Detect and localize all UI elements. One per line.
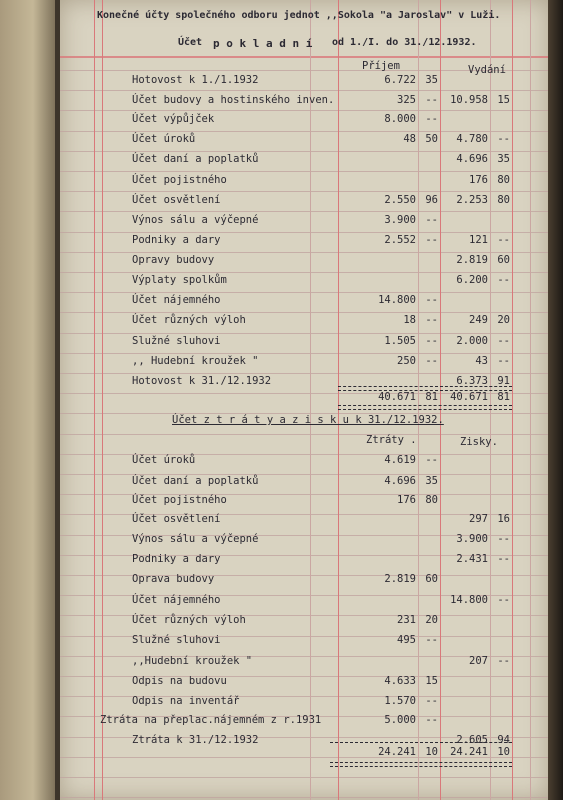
cash-row-income: 2.550 xyxy=(384,194,416,206)
column-rule xyxy=(102,0,103,800)
pl-row-gain-h: -- xyxy=(497,553,510,565)
ruled-line xyxy=(60,353,550,354)
cash-row-label: Služné sluhovi xyxy=(132,335,221,347)
ruled-line xyxy=(60,312,550,313)
col-gain-header: Zisky. xyxy=(460,436,498,448)
cash-row-expense-h: -- xyxy=(497,274,510,286)
col-expense-header: Vydání xyxy=(468,64,506,76)
pl-row-label: Výnos sálu a výčepné xyxy=(132,533,259,545)
cash-row-expense-h: 80 xyxy=(497,174,510,186)
header-account-name: p o k l a d n í xyxy=(213,37,313,50)
pl-row-loss: 4.633 xyxy=(384,675,416,687)
pl-row-label: Ztráta na přeplac.nájemném z r.1931 xyxy=(100,714,322,726)
cash-row-expense: 2.819 xyxy=(456,254,488,266)
ruled-line xyxy=(60,292,550,293)
cash-row-label: Účet úroků xyxy=(132,133,196,145)
cash-row-income-h: -- xyxy=(425,94,438,106)
cash-total-expense: 40.671 xyxy=(450,391,488,403)
pl-account-title: Účet z t r á t y a z i s k u k 31./12.1932. xyxy=(172,414,444,426)
pl-row-loss-h: -- xyxy=(425,454,438,466)
ruled-line xyxy=(60,131,550,132)
header-account-word: Účet xyxy=(178,37,203,48)
column-rule xyxy=(310,0,311,800)
cash-row-expense-h: -- xyxy=(497,133,510,145)
cash-row-expense: 121 xyxy=(469,234,488,246)
pl-row-label: Účet pojistného xyxy=(132,494,227,506)
pl-row-loss-h: -- xyxy=(425,634,438,646)
pl-total-loss-h: 10 xyxy=(425,746,438,758)
ruled-line xyxy=(60,797,550,798)
ledger-page xyxy=(60,0,550,800)
cash-row-income: 3.900 xyxy=(384,214,416,226)
pl-row-label: Účet různých výloh xyxy=(132,614,246,626)
cash-row-income: 8.000 xyxy=(384,113,416,125)
ruled-line xyxy=(60,333,550,334)
pl-total-rule xyxy=(330,762,512,767)
pl-total-gain-h: 10 xyxy=(497,746,510,758)
cash-row-label: Opravy budovy xyxy=(132,254,215,266)
cash-row-expense: 4.696 xyxy=(456,153,488,165)
cash-row-label: Účet nájemného xyxy=(132,294,221,306)
cash-row-income-h: -- xyxy=(425,355,438,367)
pl-total-gain: 24.241 xyxy=(450,746,488,758)
pl-row-gain-h: -- xyxy=(497,533,510,545)
cash-row-expense-h: 20 xyxy=(497,314,510,326)
cash-row-expense: 2.253 xyxy=(456,194,488,206)
pl-row-gain-h: -- xyxy=(497,594,510,606)
cash-row-expense: 249 xyxy=(469,314,488,326)
pl-row-label: Odpis na inventář xyxy=(132,695,240,707)
ruled-line xyxy=(60,777,550,778)
column-rule xyxy=(512,0,513,800)
cash-row-income-h: -- xyxy=(425,234,438,246)
pl-row-loss: 231 xyxy=(397,614,416,626)
pl-row-loss-h: 20 xyxy=(425,614,438,626)
cash-total-rule xyxy=(338,405,512,410)
pl-row-label: Účet nájemného xyxy=(132,594,221,606)
ruled-line xyxy=(60,151,550,152)
pl-row-gain: 207 xyxy=(469,655,488,667)
pl-row-gain: 3.900 xyxy=(456,533,488,545)
pl-row-loss: 4.696 xyxy=(384,475,416,487)
cash-row-expense-h: -- xyxy=(497,355,510,367)
cash-row-expense: 10.958 xyxy=(450,94,488,106)
pl-row-loss-h: 15 xyxy=(425,675,438,687)
col-loss-header: Ztráty . xyxy=(366,434,417,446)
pl-row-gain: 297 xyxy=(469,513,488,525)
cash-row-income: 48 xyxy=(403,133,416,145)
pl-row-label: Oprava budovy xyxy=(132,573,215,585)
pl-row-gain: 2.431 xyxy=(456,553,488,565)
cash-row-income: 14.800 xyxy=(378,294,416,306)
header-title: Konečné účty společného odboru jednot ,,Sokola "a Jaroslav" v Luži. xyxy=(97,10,501,21)
header-period: od 1./I. do 31./12.1932. xyxy=(332,37,477,48)
cash-row-income: 325 xyxy=(397,94,416,106)
cash-row-expense: 43 xyxy=(475,355,488,367)
cash-row-income: 250 xyxy=(397,355,416,367)
column-rule xyxy=(94,0,95,800)
pl-row-loss: 176 xyxy=(397,494,416,506)
cash-row-income-h: -- xyxy=(425,214,438,226)
cash-row-income-h: -- xyxy=(425,113,438,125)
pl-row-loss-h: 60 xyxy=(425,573,438,585)
pl-row-loss: 2.819 xyxy=(384,573,416,585)
cash-row-label: Výnos sálu a výčepné xyxy=(132,214,259,226)
ruled-line xyxy=(60,211,550,212)
cash-row-label: Účet výpůjček xyxy=(132,113,215,125)
pl-loss-rule xyxy=(330,742,438,743)
ruled-line xyxy=(60,110,550,111)
ruled-line xyxy=(60,90,550,91)
cash-row-label: Účet budovy a hostinského inven. xyxy=(132,94,335,106)
ruled-line xyxy=(60,232,550,233)
cash-row-income: 1.505 xyxy=(384,335,416,347)
pl-row-loss-h: 80 xyxy=(425,494,438,506)
cash-row-income: 18 xyxy=(403,314,416,326)
ruled-line xyxy=(60,171,550,172)
cash-row-income-h: 50 xyxy=(425,133,438,145)
pl-row-loss-h: -- xyxy=(425,695,438,707)
ruled-line xyxy=(60,191,550,192)
ruled-line xyxy=(60,272,550,273)
pl-total-loss: 24.241 xyxy=(378,746,416,758)
cash-row-expense: 6.373 xyxy=(456,375,488,387)
pl-row-gain: 14.800 xyxy=(450,594,488,606)
pl-gain-rule xyxy=(440,742,512,743)
column-rule xyxy=(530,0,531,800)
pl-row-loss: 4.619 xyxy=(384,454,416,466)
cash-total-income: 40.671 xyxy=(378,391,416,403)
cash-row-income-h: 35 xyxy=(425,74,438,86)
cash-total-expense-h: 81 xyxy=(497,391,510,403)
cash-row-income-h: 96 xyxy=(425,194,438,206)
ruled-line xyxy=(60,434,550,435)
pl-row-gain-h: 16 xyxy=(497,513,510,525)
cash-row-expense: 6.200 xyxy=(456,274,488,286)
left-page-edge xyxy=(0,0,60,800)
cash-row-income: 6.722 xyxy=(384,74,416,86)
cash-row-expense: 4.780 xyxy=(456,133,488,145)
cash-row-label: ,, Hudební kroužek " xyxy=(132,355,259,367)
pl-row-label: Služné sluhovi xyxy=(132,634,221,646)
cash-row-expense-h: 60 xyxy=(497,254,510,266)
cash-total-income-h: 81 xyxy=(425,391,438,403)
pl-row-loss: 1.570 xyxy=(384,695,416,707)
pl-row-gain-h: -- xyxy=(497,655,510,667)
cash-row-expense: 2.000 xyxy=(456,335,488,347)
ruled-line xyxy=(60,252,550,253)
pl-row-label: Účet osvětlení xyxy=(132,513,221,525)
pl-row-label: Ztráta k 31./12.1932 xyxy=(132,734,259,746)
pl-row-loss: 5.000 xyxy=(384,714,416,726)
cash-row-expense: 176 xyxy=(469,174,488,186)
cash-row-label: Účet osvětlení xyxy=(132,194,221,206)
cash-row-expense-h: -- xyxy=(497,335,510,347)
cash-row-income-h: -- xyxy=(425,314,438,326)
cash-row-label: Hotovost k 31./12.1932 xyxy=(132,375,272,387)
pl-row-loss-h: 35 xyxy=(425,475,438,487)
cash-row-expense-h: 15 xyxy=(497,94,510,106)
pl-row-gain: 2.605 xyxy=(456,734,488,746)
cash-row-label: Účet pojistného xyxy=(132,174,227,186)
pl-row-gain-h: 94 xyxy=(497,734,510,746)
cash-row-label: Podniky a dary xyxy=(132,234,221,246)
cash-row-expense-h: 35 xyxy=(497,153,510,165)
pl-row-label: ,,Hudební kroužek " xyxy=(132,655,253,667)
ruled-line xyxy=(60,373,550,374)
cash-row-income: 2.552 xyxy=(384,234,416,246)
cash-row-label: Účet daní a poplatků xyxy=(132,153,259,165)
cash-row-expense-h: 91 xyxy=(497,375,510,387)
cash-row-label: Účet různých výloh xyxy=(132,314,246,326)
header-rule xyxy=(60,56,550,58)
cash-row-expense-h: 80 xyxy=(497,194,510,206)
cash-row-expense-h: -- xyxy=(497,234,510,246)
pl-row-label: Podniky a dary xyxy=(132,553,221,565)
col-income-header: Příjem xyxy=(362,60,400,72)
pl-row-loss: 495 xyxy=(397,634,416,646)
pl-row-label: Účet daní a poplatků xyxy=(132,475,259,487)
cash-row-income-h: -- xyxy=(425,294,438,306)
cash-row-income-h: -- xyxy=(425,335,438,347)
cash-row-label: Hotovost k 1./1.1932 xyxy=(132,74,259,86)
pl-row-label: Odpis na budovu xyxy=(132,675,227,687)
book-right-edge xyxy=(548,0,563,800)
pl-row-loss-h: -- xyxy=(425,714,438,726)
pl-row-label: Účet úroků xyxy=(132,454,196,466)
cash-row-label: Výplaty spolkům xyxy=(132,274,227,286)
